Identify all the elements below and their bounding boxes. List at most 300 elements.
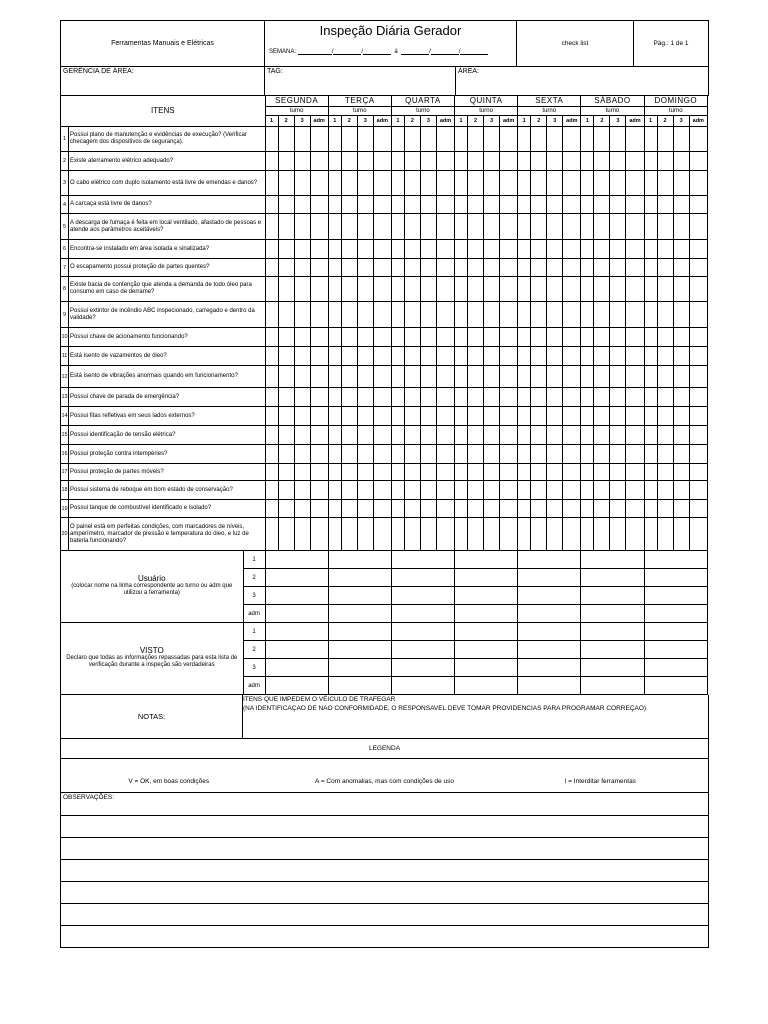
observacoes-line[interactable] [61, 881, 709, 903]
check-cell[interactable] [310, 407, 328, 426]
check-cell[interactable] [594, 366, 610, 388]
check-cell[interactable] [265, 426, 278, 445]
visto-sign-cell[interactable] [581, 659, 644, 677]
check-cell[interactable] [610, 302, 626, 328]
check-cell[interactable] [468, 152, 484, 171]
usuario-sign-cell[interactable] [455, 605, 518, 623]
check-cell[interactable] [391, 302, 404, 328]
check-cell[interactable] [644, 481, 657, 500]
check-cell[interactable] [610, 500, 626, 518]
check-cell[interactable] [594, 277, 610, 302]
visto-sign-cell[interactable] [581, 641, 644, 659]
check-cell[interactable] [278, 127, 294, 152]
check-cell[interactable] [468, 388, 484, 407]
check-cell[interactable] [610, 445, 626, 464]
check-cell[interactable] [594, 259, 610, 277]
check-cell[interactable] [265, 240, 278, 259]
check-cell[interactable] [581, 152, 594, 171]
check-cell[interactable] [657, 127, 673, 152]
check-cell[interactable] [436, 481, 454, 500]
check-cell[interactable] [594, 214, 610, 240]
visto-sign-cell[interactable] [328, 659, 391, 677]
check-cell[interactable] [278, 259, 294, 277]
visto-sign-cell[interactable] [328, 623, 391, 641]
check-cell[interactable] [563, 240, 581, 259]
check-cell[interactable] [357, 196, 373, 214]
check-cell[interactable] [657, 366, 673, 388]
check-cell[interactable] [294, 302, 310, 328]
check-cell[interactable] [328, 259, 341, 277]
check-cell[interactable] [610, 214, 626, 240]
check-cell[interactable] [294, 152, 310, 171]
check-cell[interactable] [278, 152, 294, 171]
check-cell[interactable] [581, 214, 594, 240]
check-cell[interactable] [484, 259, 500, 277]
check-cell[interactable] [265, 127, 278, 152]
check-cell[interactable] [657, 347, 673, 366]
usuario-sign-cell[interactable] [328, 551, 391, 569]
check-cell[interactable] [341, 171, 357, 196]
check-cell[interactable] [265, 152, 278, 171]
check-cell[interactable] [455, 366, 468, 388]
check-cell[interactable] [518, 277, 531, 302]
semana-end-field[interactable]: / / [401, 49, 488, 55]
check-cell[interactable] [436, 445, 454, 464]
area-field[interactable]: ÁREA: [456, 67, 709, 95]
check-cell[interactable] [341, 518, 357, 551]
check-cell[interactable] [644, 445, 657, 464]
usuario-sign-cell[interactable] [518, 605, 581, 623]
check-cell[interactable] [484, 500, 500, 518]
check-cell[interactable] [500, 347, 518, 366]
check-cell[interactable] [341, 328, 357, 347]
check-cell[interactable] [657, 518, 673, 551]
check-cell[interactable] [341, 259, 357, 277]
check-cell[interactable] [265, 277, 278, 302]
check-cell[interactable] [455, 328, 468, 347]
check-cell[interactable] [500, 518, 518, 551]
check-cell[interactable] [278, 328, 294, 347]
check-cell[interactable] [689, 171, 707, 196]
check-cell[interactable] [673, 464, 689, 481]
check-cell[interactable] [391, 277, 404, 302]
check-cell[interactable] [563, 328, 581, 347]
check-cell[interactable] [373, 445, 391, 464]
check-cell[interactable] [689, 426, 707, 445]
check-cell[interactable] [563, 426, 581, 445]
check-cell[interactable] [610, 518, 626, 551]
usuario-sign-cell[interactable] [328, 587, 391, 605]
check-cell[interactable] [657, 464, 673, 481]
check-cell[interactable] [265, 388, 278, 407]
check-cell[interactable] [673, 277, 689, 302]
check-cell[interactable] [436, 328, 454, 347]
check-cell[interactable] [657, 445, 673, 464]
check-cell[interactable] [341, 347, 357, 366]
check-cell[interactable] [547, 500, 563, 518]
check-cell[interactable] [328, 277, 341, 302]
check-cell[interactable] [500, 214, 518, 240]
check-cell[interactable] [581, 171, 594, 196]
check-cell[interactable] [644, 277, 657, 302]
check-cell[interactable] [455, 302, 468, 328]
check-cell[interactable] [657, 240, 673, 259]
visto-sign-cell[interactable] [391, 677, 454, 695]
check-cell[interactable] [455, 464, 468, 481]
check-cell[interactable] [547, 481, 563, 500]
check-cell[interactable] [518, 302, 531, 328]
visto-sign-cell[interactable] [644, 659, 707, 677]
check-cell[interactable] [644, 302, 657, 328]
check-cell[interactable] [657, 152, 673, 171]
visto-sign-cell[interactable] [328, 641, 391, 659]
check-cell[interactable] [500, 127, 518, 152]
check-cell[interactable] [341, 152, 357, 171]
check-cell[interactable] [500, 500, 518, 518]
check-cell[interactable] [594, 445, 610, 464]
check-cell[interactable] [626, 464, 644, 481]
check-cell[interactable] [581, 328, 594, 347]
check-cell[interactable] [563, 196, 581, 214]
check-cell[interactable] [404, 196, 420, 214]
check-cell[interactable] [391, 214, 404, 240]
check-cell[interactable] [391, 407, 404, 426]
visto-sign-cell[interactable] [518, 623, 581, 641]
check-cell[interactable] [310, 366, 328, 388]
visto-sign-cell[interactable] [391, 623, 454, 641]
usuario-sign-cell[interactable] [518, 587, 581, 605]
visto-sign-cell[interactable] [644, 641, 707, 659]
check-cell[interactable] [563, 277, 581, 302]
tag-field[interactable]: TAG: [265, 67, 456, 95]
check-cell[interactable] [420, 259, 436, 277]
check-cell[interactable] [373, 277, 391, 302]
visto-sign-cell[interactable] [644, 677, 707, 695]
check-cell[interactable] [581, 259, 594, 277]
check-cell[interactable] [310, 240, 328, 259]
check-cell[interactable] [391, 518, 404, 551]
check-cell[interactable] [265, 171, 278, 196]
check-cell[interactable] [328, 388, 341, 407]
check-cell[interactable] [278, 426, 294, 445]
check-cell[interactable] [341, 388, 357, 407]
check-cell[interactable] [294, 127, 310, 152]
check-cell[interactable] [278, 445, 294, 464]
check-cell[interactable] [420, 518, 436, 551]
check-cell[interactable] [341, 127, 357, 152]
check-cell[interactable] [436, 196, 454, 214]
check-cell[interactable] [265, 214, 278, 240]
check-cell[interactable] [404, 259, 420, 277]
check-cell[interactable] [547, 127, 563, 152]
check-cell[interactable] [644, 328, 657, 347]
check-cell[interactable] [673, 481, 689, 500]
check-cell[interactable] [689, 445, 707, 464]
check-cell[interactable] [581, 464, 594, 481]
visto-sign-cell[interactable] [581, 623, 644, 641]
check-cell[interactable] [436, 518, 454, 551]
check-cell[interactable] [265, 196, 278, 214]
visto-sign-cell[interactable] [265, 641, 328, 659]
check-cell[interactable] [436, 407, 454, 426]
check-cell[interactable] [581, 277, 594, 302]
check-cell[interactable] [531, 302, 547, 328]
check-cell[interactable] [391, 328, 404, 347]
check-cell[interactable] [468, 196, 484, 214]
check-cell[interactable] [563, 500, 581, 518]
check-cell[interactable] [594, 407, 610, 426]
check-cell[interactable] [531, 259, 547, 277]
check-cell[interactable] [294, 347, 310, 366]
check-cell[interactable] [673, 127, 689, 152]
check-cell[interactable] [278, 366, 294, 388]
check-cell[interactable] [563, 152, 581, 171]
check-cell[interactable] [373, 171, 391, 196]
check-cell[interactable] [420, 407, 436, 426]
check-cell[interactable] [294, 240, 310, 259]
check-cell[interactable] [594, 171, 610, 196]
check-cell[interactable] [644, 518, 657, 551]
visto-sign-cell[interactable] [328, 677, 391, 695]
check-cell[interactable] [484, 481, 500, 500]
check-cell[interactable] [500, 277, 518, 302]
check-cell[interactable] [581, 366, 594, 388]
check-cell[interactable] [391, 127, 404, 152]
check-cell[interactable] [547, 152, 563, 171]
check-cell[interactable] [420, 464, 436, 481]
check-cell[interactable] [626, 426, 644, 445]
observacoes-line[interactable] [61, 859, 709, 881]
check-cell[interactable] [357, 426, 373, 445]
check-cell[interactable] [531, 407, 547, 426]
check-cell[interactable] [328, 500, 341, 518]
check-cell[interactable] [328, 407, 341, 426]
check-cell[interactable] [657, 171, 673, 196]
check-cell[interactable] [518, 445, 531, 464]
check-cell[interactable] [373, 302, 391, 328]
check-cell[interactable] [391, 152, 404, 171]
visto-sign-cell[interactable] [455, 659, 518, 677]
check-cell[interactable] [626, 328, 644, 347]
check-cell[interactable] [689, 500, 707, 518]
check-cell[interactable] [644, 426, 657, 445]
check-cell[interactable] [673, 214, 689, 240]
check-cell[interactable] [294, 259, 310, 277]
check-cell[interactable] [610, 407, 626, 426]
check-cell[interactable] [341, 407, 357, 426]
check-cell[interactable] [531, 464, 547, 481]
check-cell[interactable] [341, 500, 357, 518]
check-cell[interactable] [310, 196, 328, 214]
check-cell[interactable] [626, 240, 644, 259]
check-cell[interactable] [468, 518, 484, 551]
check-cell[interactable] [391, 347, 404, 366]
check-cell[interactable] [644, 152, 657, 171]
check-cell[interactable] [278, 407, 294, 426]
check-cell[interactable] [644, 500, 657, 518]
check-cell[interactable] [404, 240, 420, 259]
check-cell[interactable] [278, 277, 294, 302]
check-cell[interactable] [500, 259, 518, 277]
check-cell[interactable] [391, 388, 404, 407]
check-cell[interactable] [563, 347, 581, 366]
check-cell[interactable] [468, 366, 484, 388]
check-cell[interactable] [673, 240, 689, 259]
check-cell[interactable] [436, 171, 454, 196]
check-cell[interactable] [644, 388, 657, 407]
check-cell[interactable] [484, 328, 500, 347]
check-cell[interactable] [689, 259, 707, 277]
check-cell[interactable] [373, 366, 391, 388]
check-cell[interactable] [357, 445, 373, 464]
check-cell[interactable] [391, 240, 404, 259]
check-cell[interactable] [294, 481, 310, 500]
check-cell[interactable] [436, 259, 454, 277]
check-cell[interactable] [468, 500, 484, 518]
check-cell[interactable] [310, 127, 328, 152]
check-cell[interactable] [436, 240, 454, 259]
check-cell[interactable] [594, 500, 610, 518]
check-cell[interactable] [294, 328, 310, 347]
check-cell[interactable] [644, 127, 657, 152]
check-cell[interactable] [563, 366, 581, 388]
check-cell[interactable] [373, 464, 391, 481]
check-cell[interactable] [420, 347, 436, 366]
check-cell[interactable] [581, 445, 594, 464]
check-cell[interactable] [328, 347, 341, 366]
check-cell[interactable] [294, 445, 310, 464]
check-cell[interactable] [531, 347, 547, 366]
check-cell[interactable] [391, 481, 404, 500]
check-cell[interactable] [420, 196, 436, 214]
check-cell[interactable] [689, 277, 707, 302]
check-cell[interactable] [294, 464, 310, 481]
visto-sign-cell[interactable] [391, 659, 454, 677]
check-cell[interactable] [673, 407, 689, 426]
check-cell[interactable] [644, 366, 657, 388]
check-cell[interactable] [455, 214, 468, 240]
check-cell[interactable] [531, 196, 547, 214]
check-cell[interactable] [518, 328, 531, 347]
check-cell[interactable] [436, 302, 454, 328]
check-cell[interactable] [626, 302, 644, 328]
check-cell[interactable] [626, 366, 644, 388]
check-cell[interactable] [373, 127, 391, 152]
usuario-sign-cell[interactable] [455, 569, 518, 587]
check-cell[interactable] [310, 152, 328, 171]
check-cell[interactable] [594, 347, 610, 366]
check-cell[interactable] [341, 302, 357, 328]
check-cell[interactable] [547, 214, 563, 240]
check-cell[interactable] [547, 196, 563, 214]
check-cell[interactable] [278, 240, 294, 259]
check-cell[interactable] [610, 388, 626, 407]
check-cell[interactable] [644, 407, 657, 426]
check-cell[interactable] [404, 464, 420, 481]
check-cell[interactable] [373, 214, 391, 240]
check-cell[interactable] [328, 171, 341, 196]
check-cell[interactable] [404, 347, 420, 366]
usuario-sign-cell[interactable] [455, 587, 518, 605]
check-cell[interactable] [594, 464, 610, 481]
check-cell[interactable] [484, 445, 500, 464]
check-cell[interactable] [581, 518, 594, 551]
usuario-sign-cell[interactable] [581, 605, 644, 623]
usuario-sign-cell[interactable] [265, 587, 328, 605]
check-cell[interactable] [468, 259, 484, 277]
check-cell[interactable] [500, 426, 518, 445]
check-cell[interactable] [563, 445, 581, 464]
visto-sign-cell[interactable] [644, 623, 707, 641]
check-cell[interactable] [373, 388, 391, 407]
check-cell[interactable] [357, 277, 373, 302]
check-cell[interactable] [373, 347, 391, 366]
check-cell[interactable] [420, 277, 436, 302]
check-cell[interactable] [563, 407, 581, 426]
check-cell[interactable] [278, 171, 294, 196]
usuario-sign-cell[interactable] [581, 551, 644, 569]
check-cell[interactable] [278, 388, 294, 407]
check-cell[interactable] [310, 500, 328, 518]
check-cell[interactable] [373, 259, 391, 277]
usuario-sign-cell[interactable] [644, 551, 707, 569]
check-cell[interactable] [420, 481, 436, 500]
check-cell[interactable] [357, 127, 373, 152]
check-cell[interactable] [484, 518, 500, 551]
check-cell[interactable] [391, 464, 404, 481]
check-cell[interactable] [673, 302, 689, 328]
usuario-sign-cell[interactable] [391, 605, 454, 623]
check-cell[interactable] [455, 259, 468, 277]
check-cell[interactable] [673, 328, 689, 347]
check-cell[interactable] [420, 214, 436, 240]
check-cell[interactable] [673, 366, 689, 388]
check-cell[interactable] [328, 302, 341, 328]
check-cell[interactable] [294, 366, 310, 388]
check-cell[interactable] [420, 152, 436, 171]
check-cell[interactable] [310, 464, 328, 481]
check-cell[interactable] [531, 518, 547, 551]
check-cell[interactable] [531, 426, 547, 445]
check-cell[interactable] [594, 127, 610, 152]
check-cell[interactable] [610, 240, 626, 259]
check-cell[interactable] [673, 171, 689, 196]
check-cell[interactable] [610, 127, 626, 152]
check-cell[interactable] [610, 328, 626, 347]
check-cell[interactable] [518, 464, 531, 481]
check-cell[interactable] [391, 445, 404, 464]
check-cell[interactable] [373, 196, 391, 214]
check-cell[interactable] [294, 518, 310, 551]
check-cell[interactable] [455, 240, 468, 259]
check-cell[interactable] [404, 152, 420, 171]
check-cell[interactable] [644, 171, 657, 196]
check-cell[interactable] [531, 366, 547, 388]
check-cell[interactable] [689, 388, 707, 407]
check-cell[interactable] [265, 259, 278, 277]
check-cell[interactable] [420, 171, 436, 196]
check-cell[interactable] [328, 152, 341, 171]
check-cell[interactable] [436, 152, 454, 171]
check-cell[interactable] [404, 388, 420, 407]
check-cell[interactable] [294, 214, 310, 240]
gerencia-field[interactable]: GERÊNCIA DE ÁREA: [61, 67, 265, 95]
check-cell[interactable] [294, 388, 310, 407]
visto-sign-cell[interactable] [518, 659, 581, 677]
check-cell[interactable] [436, 464, 454, 481]
check-cell[interactable] [673, 426, 689, 445]
check-cell[interactable] [673, 500, 689, 518]
